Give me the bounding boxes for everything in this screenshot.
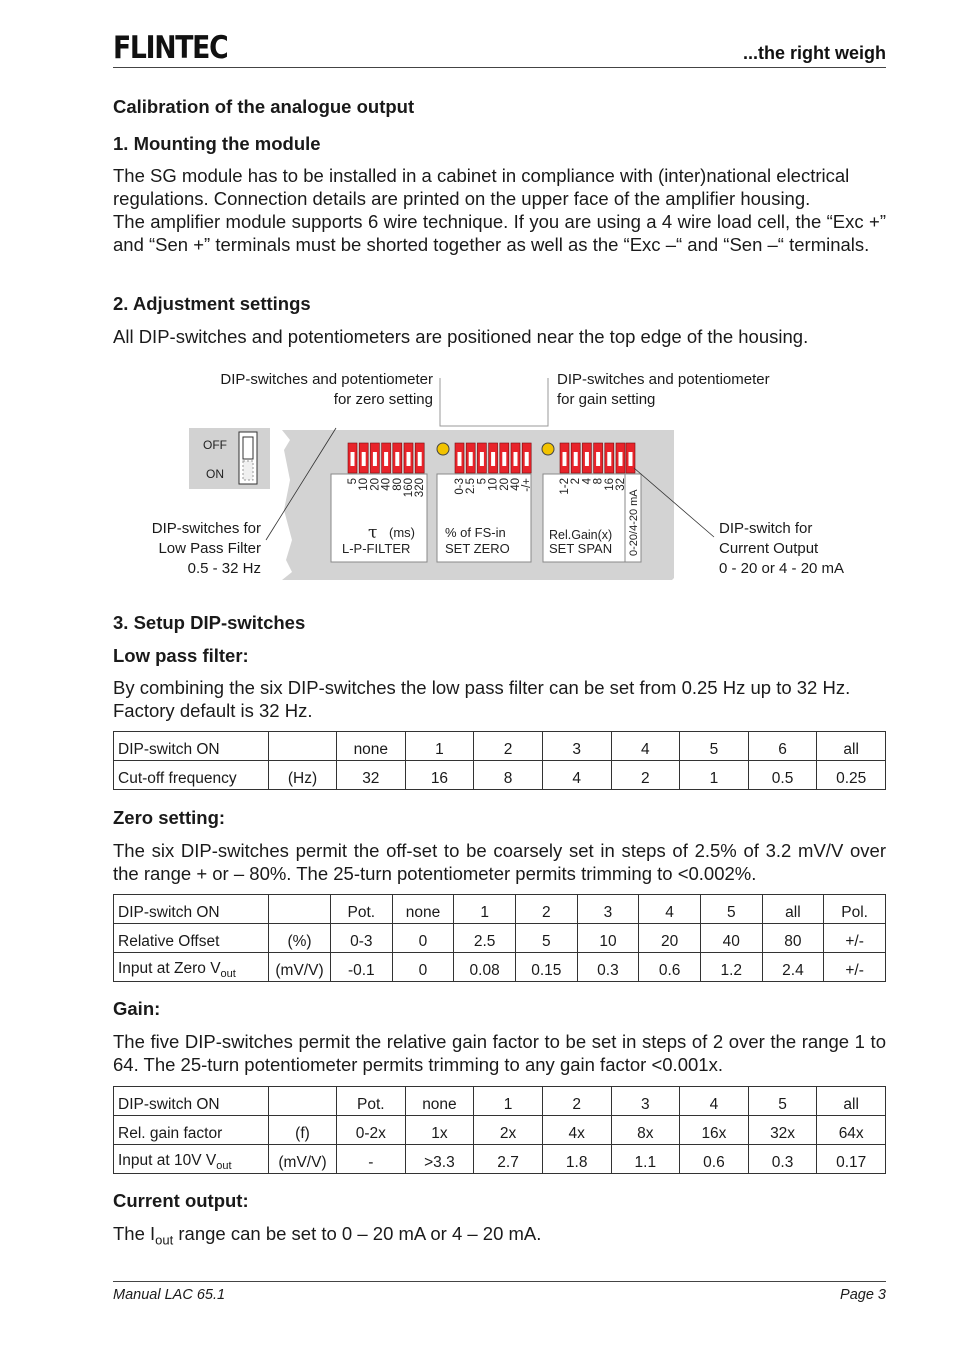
table-cell: 80 [762, 924, 824, 953]
table-cell: Pot. [331, 895, 393, 924]
on-label: ON [206, 467, 224, 481]
header-tagline: ...the right weigh [743, 43, 886, 63]
gain-dip-switch-knob [563, 452, 567, 466]
lpf-box-title: L-P-FILTER [342, 541, 411, 556]
table-cell: Relative Offset [114, 924, 269, 953]
table-cell: 16 [405, 761, 474, 790]
zero-dip-switch-knob [502, 452, 506, 466]
table-cell: 10 [577, 924, 639, 953]
table-cell: 0-3 [331, 924, 393, 953]
table-cell: -0.1 [331, 953, 393, 982]
lpf-tick-label: 20 [369, 478, 382, 491]
table-cell: >3.3 [405, 1145, 474, 1174]
table-cell: 1.1 [611, 1145, 680, 1174]
gain-dip-switch-knob [619, 452, 623, 466]
table-cell: 5 [680, 732, 749, 761]
table-cell: 8 [474, 761, 543, 790]
table-cell: 4 [639, 895, 701, 924]
zero-box-title: SET ZERO [445, 541, 510, 556]
table-cell: 1.8 [542, 1145, 611, 1174]
table-cell: none [405, 1087, 474, 1116]
table-cell: DIP-switch ON [114, 1087, 269, 1116]
lpf-dip-switch-knob [407, 452, 411, 466]
current-callout-line-3: 0 - 20 or 4 - 20 mA [719, 560, 845, 577]
lpf-dip-switch-knob [373, 452, 377, 466]
zero-callout-line-1: DIP-switches and potentiometer [220, 371, 433, 388]
gain-heading: Gain: [113, 998, 161, 1019]
footer-page-number: Page 3 [840, 1287, 886, 1303]
gain-table [113, 1086, 886, 1174]
legend-switch-on-slot [243, 461, 253, 480]
table-cell: 0.6 [639, 953, 701, 982]
table-cell: (Hz) [269, 761, 337, 790]
table-cell: 4 [542, 761, 611, 790]
table-cell: 5 [515, 924, 577, 953]
table-cell: (mV/V) [269, 953, 331, 982]
table-row [114, 924, 886, 953]
zero-tick-label: 40 [510, 478, 522, 491]
table-cell: 3 [542, 732, 611, 761]
zero-tick-label: -/+ [521, 478, 534, 492]
gain-input-subscript: out [216, 1160, 232, 1172]
table-cell: 0.17 [817, 1145, 886, 1174]
lpf-tick-label: 10 [358, 478, 371, 491]
gain-potentiometer [542, 443, 554, 455]
table-cell: all [817, 732, 886, 761]
table-cell: 0.3 [748, 1145, 817, 1174]
page-title: Calibration of the analogue output [113, 96, 415, 117]
table-cell: 1 [454, 895, 516, 924]
gain-tick-label: 2 [570, 478, 583, 485]
table-cell: 2 [611, 761, 680, 790]
table-row [114, 732, 886, 761]
table-cell: 0.5 [748, 761, 817, 790]
table-cell [269, 1087, 337, 1116]
zero-tick-label: 2.5 [465, 478, 478, 494]
gain-tick-label: 4 [581, 478, 594, 485]
gain-input-label: Input at 10V V [118, 1151, 217, 1169]
tau-symbol: τ [368, 523, 378, 543]
gain-callout-line-2: for gain setting [557, 391, 656, 408]
table-row [114, 895, 886, 924]
zero-dip-switch-knob [458, 452, 462, 466]
zero-dip-switch-knob [514, 452, 518, 466]
table-cell: 2 [474, 732, 543, 761]
lpf-dip-switch-knob [362, 452, 366, 466]
table-cell: 8x [611, 1116, 680, 1145]
mounting-paragraph-1: The SG module has to be installed in a cabinet in compliance with (inter)national electrical regulations. Connection details are printed on the upper face of the amplifier housing. [113, 165, 850, 209]
table-cell: 5 [748, 1087, 817, 1116]
footer-divider [113, 1281, 886, 1282]
table-cell: 3 [577, 895, 639, 924]
gain-dip-switch-knob [596, 452, 600, 466]
zero-callout-line-2: for zero setting [333, 391, 433, 408]
table-cell: 2 [542, 1087, 611, 1116]
table-cell: 0.08 [454, 953, 516, 982]
zero-tick-label: 10 [487, 478, 500, 491]
table-cell: 4 [680, 1087, 749, 1116]
lpf-dip-switch-knob [395, 452, 399, 466]
table-cell: +/- [824, 924, 886, 953]
table-cell: Pot. [337, 1087, 406, 1116]
table-cell: 2x [474, 1116, 543, 1145]
gain-tick-label: 8 [592, 478, 605, 485]
mounting-paragraph-2: The amplifier module supports 6 wire technique. If you are using a 4 wire load cell, the “Exc +” and “Sen +” terminals must be shorted together as well as the “Exc –“ and “Sen –“ terminals. [113, 211, 886, 255]
zero-input-label: Input at Zero V [118, 959, 221, 977]
zero-table [113, 894, 886, 982]
table-cell: 40 [700, 924, 762, 953]
table-cell: 0 [392, 953, 454, 982]
current-callout-line-1: DIP-switch for [719, 520, 813, 537]
lpf-dip-switch-knob [418, 452, 422, 466]
table-cell: 32x [748, 1116, 817, 1145]
zero-potentiometer [437, 443, 449, 455]
lpf-callout-line-1: DIP-switches for [151, 520, 261, 537]
table-cell: +/- [824, 953, 886, 982]
zero-dip-switch-knob [525, 452, 529, 466]
table-cell: DIP-switch ON [114, 732, 269, 761]
zero-tick-label: 5 [476, 478, 489, 485]
zero-dip-switch-knob [491, 452, 495, 466]
lowpass-paragraph: By combining the six DIP-switches the low pass filter can be set from 0.25 Hz up to 32 Hz. Factory default is 32 Hz. [113, 677, 851, 721]
table-cell: 0 [392, 924, 454, 953]
table-cell: 1.2 [700, 953, 762, 982]
table-cell: 4x [542, 1116, 611, 1145]
table-cell [114, 1145, 269, 1174]
legend-switch-toggle [243, 437, 253, 459]
gain-dip-switch-knob [607, 452, 611, 466]
zero-tick-label: 0-3 [454, 478, 466, 495]
table-cell: none [392, 895, 454, 924]
section-setup-heading: 3. Setup DIP-switches [113, 612, 306, 633]
table-cell: DIP-switch ON [114, 895, 269, 924]
current-text-pre: The I [113, 1223, 156, 1244]
table-cell: 2.5 [454, 924, 516, 953]
table-cell: Rel. gain factor [114, 1116, 269, 1145]
gain-tick-label: 32 [615, 478, 627, 491]
gain-tick-label: 16 [603, 478, 616, 491]
table-cell: - [337, 1145, 406, 1174]
table-row [114, 1116, 886, 1145]
table-cell: (mV/V) [269, 1145, 337, 1174]
table-row [114, 761, 886, 790]
table-cell: 1 [680, 761, 749, 790]
zero-dip-switch-knob [469, 452, 473, 466]
lpf-dip-switch-knob [351, 452, 355, 466]
switch-legend-plate [189, 428, 270, 489]
table-cell: 0.6 [680, 1145, 749, 1174]
current-dip-switch-knob [629, 452, 633, 466]
table-cell: all [762, 895, 824, 924]
lpf-tick-label: 40 [380, 478, 393, 491]
table-cell: all [817, 1087, 886, 1116]
table-cell: 16x [680, 1116, 749, 1145]
zero-dip-switch-knob [480, 452, 484, 466]
lowpass-heading: Low pass filter: [113, 645, 249, 666]
current-heading: Current output: [113, 1190, 249, 1211]
zero-paragraph: The six DIP-switches permit the off-set to be coarsely set in steps of 2.5% of 3.2 mV/V over the range + or – 80%. The 25-turn potentiometer permits trimming to <0.002%. [113, 840, 886, 884]
adjustment-paragraph: All DIP-switches and potentiometers are positioned near the top edge of the housing. [113, 326, 809, 347]
zero-tick-label: 20 [498, 478, 511, 491]
lpf-tick-label: 5 [347, 478, 359, 485]
gain-paragraph: The five DIP-switches permit the relative gain factor to be set in steps of 2 over the range 1 to 64. The 25-turn potentiometer permits trimming to any gain factor <0.001x. [113, 1031, 886, 1075]
table-cell: 0.3 [577, 953, 639, 982]
table-cell [269, 895, 331, 924]
table-cell: 20 [639, 924, 701, 953]
table-row [114, 1087, 886, 1116]
zero-box-unit: % of FS-in [445, 525, 506, 540]
table-row [114, 1145, 886, 1174]
table-cell: 2.4 [762, 953, 824, 982]
table-cell: 2 [515, 895, 577, 924]
table-row [114, 953, 886, 982]
table-cell: 1x [405, 1116, 474, 1145]
table-cell: 5 [700, 895, 762, 924]
table-cell: 6 [748, 732, 817, 761]
table-cell: 2.7 [474, 1145, 543, 1174]
current-tick-label: 0-20/4-20 mA [628, 489, 640, 556]
lpf-box-unit: (ms) [389, 525, 415, 540]
gain-box-title: SET SPAN [549, 541, 613, 556]
lpf-tick-label: 160 [403, 478, 415, 498]
lowpass-table [113, 731, 886, 790]
section-adjustment-heading: 2. Adjustment settings [113, 293, 311, 314]
gain-callout-line-1: DIP-switches and potentiometer [557, 371, 770, 388]
gain-tick-label: 1-2 [559, 478, 571, 495]
table-cell [114, 953, 269, 982]
table-cell: 4 [611, 732, 680, 761]
current-callout-line-2: Current Output [719, 540, 819, 557]
brand-logo: FLINTEC [113, 30, 228, 66]
lpf-dip-switch-knob [384, 452, 388, 466]
table-cell: (f) [269, 1116, 337, 1145]
lpf-callout-line-2: Low Pass Filter [158, 540, 261, 557]
table-cell: Pol. [824, 895, 886, 924]
table-cell: 0.25 [817, 761, 886, 790]
footer-manual: Manual LAC 65.1 [113, 1287, 226, 1303]
gain-dip-switch-knob [574, 452, 578, 466]
current-paragraph [113, 1222, 886, 1252]
zero-input-subscript: out [220, 968, 236, 980]
gain-dip-switch-knob [585, 452, 589, 466]
table-cell: 1 [405, 732, 474, 761]
current-text-post: range can be set to 0 – 20 mA or 4 – 20 mA. [173, 1223, 542, 1244]
table-cell: 1 [474, 1087, 543, 1116]
table-cell: none [337, 732, 406, 761]
table-cell: (%) [269, 924, 331, 953]
callout-bracket [440, 378, 548, 426]
table-cell: 64x [817, 1116, 886, 1145]
current-text-subscript: out [155, 1232, 174, 1248]
zero-heading: Zero setting: [113, 807, 226, 828]
off-label: OFF [203, 438, 227, 452]
table-cell: 0-2x [337, 1116, 406, 1145]
table-cell [269, 732, 337, 761]
table-cell: 32 [337, 761, 406, 790]
table-cell: Cut-off frequency [114, 761, 269, 790]
lpf-tick-label: 80 [391, 478, 404, 491]
table-cell: 0.15 [515, 953, 577, 982]
gain-box-unit: Rel.Gain(x) [549, 528, 613, 542]
table-cell: 3 [611, 1087, 680, 1116]
lpf-tick-label: 320 [414, 478, 427, 498]
section-mounting-heading: 1. Mounting the module [113, 133, 321, 154]
lpf-callout-line-3: 0.5 - 32 Hz [187, 560, 261, 577]
